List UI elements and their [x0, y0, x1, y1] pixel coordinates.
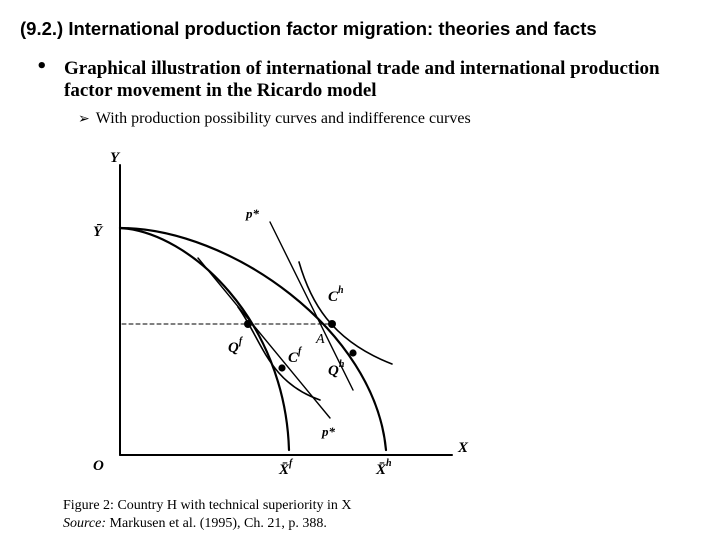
origin-label: O — [93, 458, 104, 474]
y-bar-label: Ȳ — [93, 224, 103, 240]
price-line-p-star-foreign — [198, 258, 330, 418]
p-star-top-label: p* — [246, 206, 259, 221]
source-text: Markusen et al. (1995), Ch. 21, p. 388. — [106, 516, 327, 531]
point-q-f — [244, 320, 252, 328]
c-h-label: $C^h$ — [328, 285, 344, 305]
arrow-bullet-icon: ➢ — [78, 111, 90, 127]
x-axis-label: X — [458, 440, 469, 456]
bullet-main-text: Graphical illustration of international trade and international production factor movement in the Ricardo model — [64, 58, 660, 101]
figure-caption — [63, 497, 352, 533]
bullet-dot-icon: • — [36, 56, 48, 77]
bullet-sub-text: With production possibility curves and indifference curves — [95, 110, 471, 127]
source-label: Source: — [63, 516, 107, 531]
point-c-h — [328, 320, 336, 328]
p-star-bottom-label: p* — [322, 424, 335, 439]
ppc-foreign — [120, 228, 289, 450]
point-c-f — [278, 364, 285, 371]
point-q-h — [349, 349, 356, 356]
slide-title: (9.2.) International production factor migration: theories and facts — [20, 18, 597, 39]
caption-line: Figure 2: Country H with technical superiority in X — [63, 498, 352, 513]
caption-source — [63, 515, 352, 533]
a-label: A — [316, 332, 325, 347]
x-bar-f-label: X̄$^f$ — [279, 458, 293, 478]
x-bar-h-label: X̄$^h$ — [376, 458, 392, 478]
c-f-label: $C^f$ — [288, 346, 302, 366]
y-axis-label: Y — [110, 150, 120, 166]
q-f-label: $Q^f$ — [228, 336, 243, 356]
q-h-label: $Q^h$ — [328, 359, 345, 379]
